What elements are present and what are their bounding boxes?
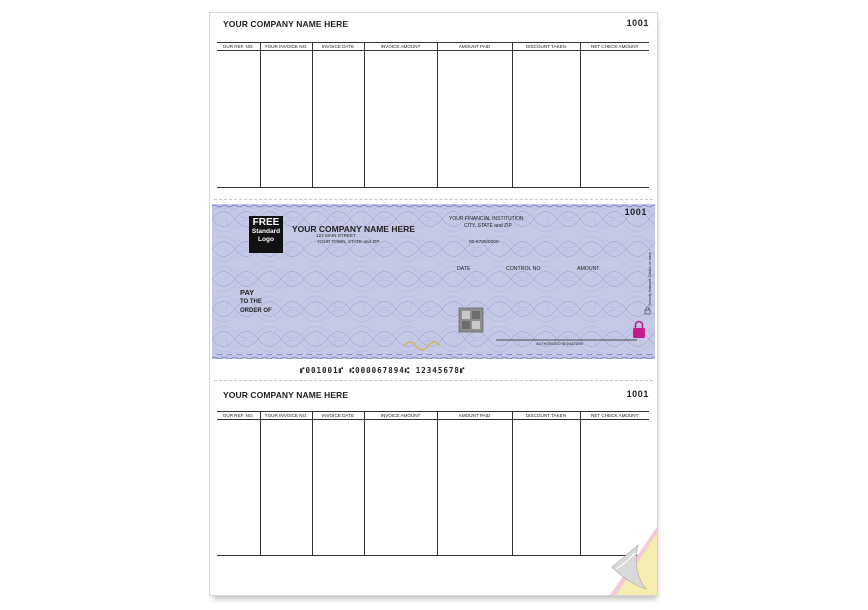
column-header-amount-paid: AMOUNT PAID <box>437 43 512 51</box>
column-header-invoice-amount: INVOICE AMOUNT <box>364 412 437 420</box>
bank-city: CITY, STATE and ZIP <box>464 223 512 229</box>
top-stub-header-row <box>217 43 649 51</box>
check-number: 1001 <box>624 207 647 217</box>
bottom-stub-table <box>217 411 649 556</box>
amount-label: AMOUNT <box>577 266 600 272</box>
check-body <box>212 204 655 359</box>
top-stub-company-name: YOUR COMPANY NAME HERE <box>223 19 349 29</box>
check-address-line1: 123 MAIN STREET <box>316 233 356 238</box>
logo-standard-text: Standard <box>251 228 281 235</box>
column-header-invoice-date: INVOICE DATE <box>312 412 364 420</box>
bottom-stub-company-name: YOUR COMPANY NAME HERE <box>223 390 349 400</box>
to-the-label: TO THE <box>240 299 262 305</box>
table-row <box>217 420 649 556</box>
logo-free-text: FREE <box>252 217 280 228</box>
security-features-note: Security features. Details on back. <box>648 251 652 306</box>
micr-line: ⑈001001⑈ ⑆000067894⑆ 12345678⑈ <box>300 366 466 375</box>
column-header-net-check-amount: NET CHECK AMOUNT <box>580 43 649 51</box>
top-stub-table <box>217 42 649 188</box>
authorized-signature-label: AUTHORIZED SIGNATURE <box>536 342 584 346</box>
pay-label: PAY <box>240 288 255 297</box>
check-company-name: YOUR COMPANY NAME HERE <box>292 224 415 234</box>
perforation-line-bottom <box>214 380 653 381</box>
page-curl-copies <box>602 527 657 595</box>
top-stub-check-number: 1001 <box>626 18 649 28</box>
bottom-stub-check-number: 1001 <box>626 389 649 399</box>
logo-logo-text: Logo <box>258 235 274 243</box>
bank-name: YOUR FINANCIAL INSTITUTION <box>449 216 524 222</box>
column-header-discount-taken: DISCOUNT TAKEN <box>512 412 580 420</box>
column-header-invoice-amount: INVOICE AMOUNT <box>364 43 437 51</box>
bottom-stub-header-row <box>217 412 649 420</box>
routing-fraction: 00-6789/0000 <box>469 240 499 245</box>
standard-logo <box>249 216 283 253</box>
check-form-page <box>209 12 658 596</box>
date-label: DATE <box>457 266 471 272</box>
column-header-invoice-date: INVOICE DATE <box>312 43 364 51</box>
column-header-ref-no: OUR REF. NO. <box>217 43 260 51</box>
column-header-net-check-amount: NET CHECK AMOUNT <box>580 412 649 420</box>
column-header-invoice-no: YOUR INVOICE NO. <box>260 412 312 420</box>
column-header-discount-taken: DISCOUNT TAKEN <box>512 43 580 51</box>
check-address-line2: YOUR TOWN, STATE and ZIP <box>317 239 380 244</box>
order-of-label: ORDER OF <box>240 308 272 314</box>
perforation-line-top <box>214 199 653 200</box>
column-header-amount-paid: AMOUNT PAID <box>437 412 512 420</box>
column-header-ref-no: OUR REF. NO. <box>217 412 260 420</box>
control-no-label: CONTROL NO. <box>506 266 542 272</box>
table-row <box>217 51 649 188</box>
column-header-invoice-no: YOUR INVOICE NO. <box>260 43 312 51</box>
